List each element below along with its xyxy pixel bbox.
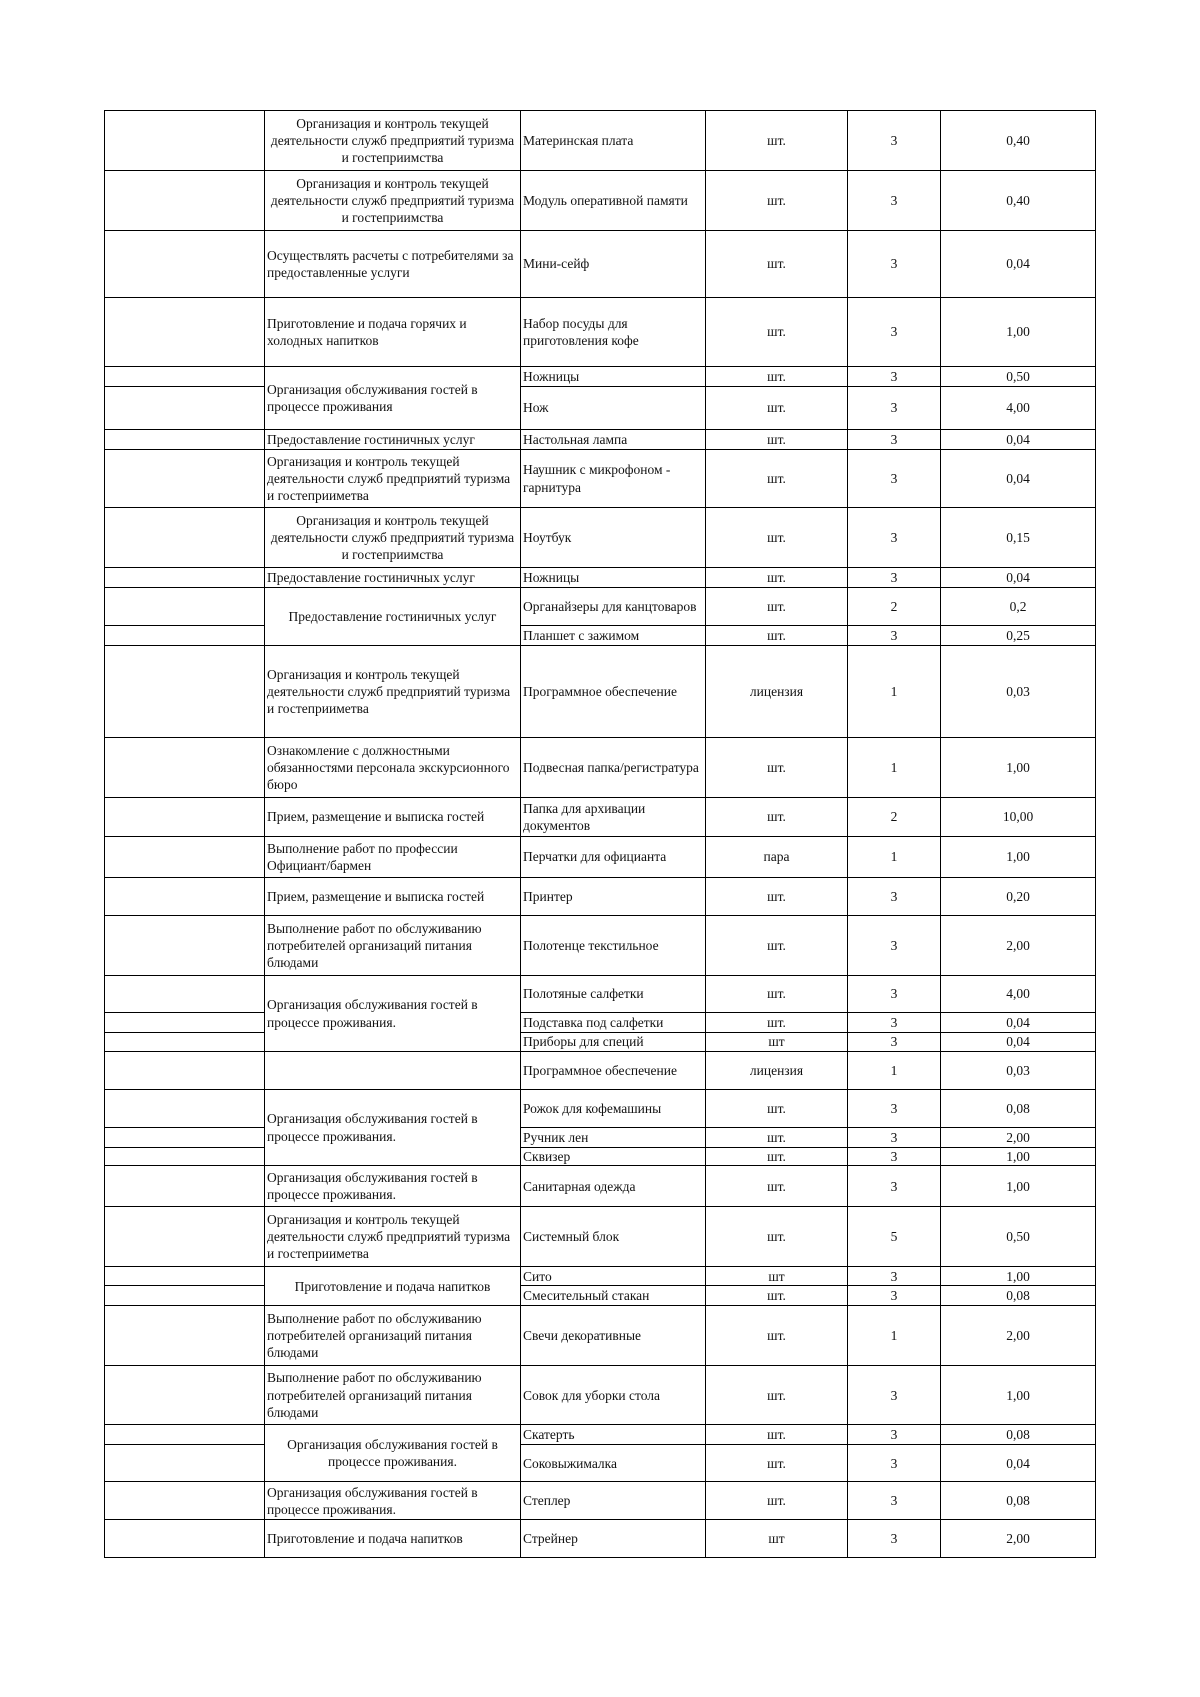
unit-cell: шт. (706, 1445, 848, 1482)
unit-cell: шт. (706, 976, 848, 1013)
unit-cell: шт (706, 1520, 848, 1558)
item-cell: Степлер (521, 1482, 706, 1520)
code-cell (105, 298, 265, 367)
activity-cell: Выполнение работ по обслуживанию потребителей организаций питания блюдами (265, 1366, 521, 1425)
table-row (105, 111, 1096, 171)
qty-cell: 1 (848, 837, 941, 878)
table-row (105, 508, 1096, 568)
norm-cell: 0,2 (941, 588, 1096, 626)
code-cell (105, 976, 265, 1013)
activity-cell: Предоставление гостиничных услуг (265, 588, 521, 646)
code-cell (105, 430, 265, 450)
unit-cell: шт. (706, 508, 848, 568)
unit-cell: шт. (706, 450, 848, 508)
item-cell: Скатерть (521, 1425, 706, 1445)
item-cell: Программное обеспечение (521, 646, 706, 738)
item-cell: Наушник с микрофоном - гарнитура (521, 450, 706, 508)
item-cell: Подвесная папка/регистратура (521, 738, 706, 798)
code-cell (105, 367, 265, 387)
unit-cell: пара (706, 837, 848, 878)
qty-cell: 3 (848, 231, 941, 298)
activity-cell: Прием, размещение и выписка гостей (265, 878, 521, 916)
qty-cell: 3 (848, 1148, 941, 1166)
unit-cell: шт. (706, 1366, 848, 1425)
item-cell: Системный блок (521, 1207, 706, 1267)
code-cell (105, 1148, 265, 1166)
unit-cell: шт. (706, 588, 848, 626)
item-cell: Стрейнер (521, 1520, 706, 1558)
code-cell (105, 1306, 265, 1366)
qty-cell: 2 (848, 798, 941, 837)
unit-cell: шт. (706, 738, 848, 798)
table-row (105, 1267, 1096, 1286)
unit-cell: шт. (706, 1166, 848, 1207)
table-row (105, 231, 1096, 298)
norm-cell: 0,04 (941, 430, 1096, 450)
unit-cell: шт. (706, 387, 848, 430)
item-cell: Сито (521, 1267, 706, 1286)
unit-cell: шт. (706, 430, 848, 450)
code-cell (105, 837, 265, 878)
code-cell (105, 508, 265, 568)
table-row (105, 1445, 1096, 1482)
equipment-table (104, 110, 1096, 1558)
activity-cell: Приготовление и подача напитков (265, 1520, 521, 1558)
norm-cell: 0,08 (941, 1090, 1096, 1128)
norm-cell: 4,00 (941, 387, 1096, 430)
norm-cell: 0,04 (941, 1445, 1096, 1482)
code-cell (105, 626, 265, 646)
qty-cell: 3 (848, 1033, 941, 1052)
code-cell (105, 646, 265, 738)
code-cell (105, 568, 265, 588)
unit-cell: шт. (706, 878, 848, 916)
code-cell (105, 1166, 265, 1207)
table-row (105, 430, 1096, 450)
item-cell: Перчатки для официанта (521, 837, 706, 878)
item-cell: Смесительный стакан (521, 1286, 706, 1306)
qty-cell: 3 (848, 171, 941, 231)
unit-cell: шт. (706, 798, 848, 837)
activity-cell: Приготовление и подача горячих и холодных напитков (265, 298, 521, 367)
item-cell: Подставка под салфетки (521, 1013, 706, 1033)
activity-cell: Организация обслуживания гостей в процессе проживания. (265, 976, 521, 1052)
norm-cell: 2,00 (941, 1306, 1096, 1366)
activity-cell: Предоставление гостиничных услуг (265, 568, 521, 588)
table-row (105, 1286, 1096, 1306)
qty-cell: 3 (848, 298, 941, 367)
item-cell: Модуль оперативной памяти (521, 171, 706, 231)
code-cell (105, 111, 265, 171)
norm-cell: 2,00 (941, 1520, 1096, 1558)
activity-cell: Организация обслуживания гостей в процессе проживания. (265, 1090, 521, 1166)
qty-cell: 3 (848, 1267, 941, 1286)
item-cell: Программное обеспечение (521, 1052, 706, 1090)
table-row (105, 387, 1096, 430)
code-cell (105, 1033, 265, 1052)
activity-cell (265, 1052, 521, 1090)
code-cell (105, 916, 265, 976)
table-row (105, 798, 1096, 837)
item-cell: Принтер (521, 878, 706, 916)
code-cell (105, 1445, 265, 1482)
table-row (105, 568, 1096, 588)
table-row (105, 588, 1096, 626)
unit-cell: шт. (706, 1148, 848, 1166)
activity-cell: Выполнение работ по обслуживанию потребителей организаций питания блюдами (265, 1306, 521, 1366)
table-row (105, 1128, 1096, 1148)
item-cell: Набор посуды для приготовления кофе (521, 298, 706, 367)
unit-cell: шт. (706, 1207, 848, 1267)
table-row (105, 1013, 1096, 1033)
table-row (105, 878, 1096, 916)
qty-cell: 3 (848, 1286, 941, 1306)
item-cell: Материнская плата (521, 111, 706, 171)
norm-cell: 0,03 (941, 1052, 1096, 1090)
qty-cell: 3 (848, 1128, 941, 1148)
qty-cell: 3 (848, 430, 941, 450)
norm-cell: 0,04 (941, 1033, 1096, 1052)
table-row (105, 738, 1096, 798)
unit-cell: шт. (706, 367, 848, 387)
unit-cell: шт. (706, 1286, 848, 1306)
table-row (105, 1306, 1096, 1366)
norm-cell: 2,00 (941, 916, 1096, 976)
item-cell: Свечи декоративные (521, 1306, 706, 1366)
table-row (105, 367, 1096, 387)
qty-cell: 3 (848, 450, 941, 508)
unit-cell: шт. (706, 1425, 848, 1445)
activity-cell: Организация обслуживания гостей в процессе проживания (265, 367, 521, 430)
item-cell: Органайзеры для канцтоваров (521, 588, 706, 626)
norm-cell: 1,00 (941, 738, 1096, 798)
activity-cell: Организация и контроль текущей деятельности служб предприятий туризма и гостеприиметва (265, 450, 521, 508)
table-row (105, 1425, 1096, 1445)
qty-cell: 3 (848, 111, 941, 171)
qty-cell: 5 (848, 1207, 941, 1267)
code-cell (105, 1482, 265, 1520)
item-cell: Сквизер (521, 1148, 706, 1166)
activity-cell: Организация и контроль текущей деятельности служб предприятий туризма и гостеприимства (265, 508, 521, 568)
code-cell (105, 798, 265, 837)
code-cell (105, 1013, 265, 1033)
code-cell (105, 1207, 265, 1267)
unit-cell: шт (706, 1267, 848, 1286)
table-row (105, 1033, 1096, 1052)
item-cell: Санитарная одежда (521, 1166, 706, 1207)
qty-cell: 3 (848, 1520, 941, 1558)
unit-cell: лицензия (706, 1052, 848, 1090)
unit-cell: шт. (706, 171, 848, 231)
qty-cell: 1 (848, 1052, 941, 1090)
qty-cell: 2 (848, 588, 941, 626)
norm-cell: 1,00 (941, 1267, 1096, 1286)
item-cell: Ножницы (521, 367, 706, 387)
code-cell (105, 231, 265, 298)
table-row (105, 298, 1096, 367)
item-cell: Мини-сейф (521, 231, 706, 298)
unit-cell: шт. (706, 568, 848, 588)
unit-cell: лицензия (706, 646, 848, 738)
table-row (105, 450, 1096, 508)
qty-cell: 1 (848, 646, 941, 738)
norm-cell: 0,04 (941, 231, 1096, 298)
qty-cell: 3 (848, 1013, 941, 1033)
activity-cell: Организация и контроль текущей деятельности служб предприятий туризма и гостеприимства (265, 171, 521, 231)
table-row (105, 916, 1096, 976)
norm-cell: 0,50 (941, 367, 1096, 387)
item-cell: Приборы для специй (521, 1033, 706, 1052)
activity-cell: Прием, размещение и выписка гостей (265, 798, 521, 837)
item-cell: Ножницы (521, 568, 706, 588)
norm-cell: 0,20 (941, 878, 1096, 916)
code-cell (105, 171, 265, 231)
code-cell (105, 1366, 265, 1425)
table-row (105, 646, 1096, 738)
qty-cell: 1 (848, 1306, 941, 1366)
code-cell (105, 738, 265, 798)
qty-cell: 3 (848, 1425, 941, 1445)
table-row (105, 171, 1096, 231)
activity-cell: Предоставление гостиничных услуг (265, 430, 521, 450)
norm-cell: 0,04 (941, 568, 1096, 588)
activity-cell: Ознакомление с должностными обязанностями персонала экскурсионного бюро (265, 738, 521, 798)
table-row (105, 1148, 1096, 1166)
norm-cell: 0,04 (941, 1013, 1096, 1033)
code-cell (105, 387, 265, 430)
unit-cell: шт. (706, 626, 848, 646)
item-cell: Ноутбук (521, 508, 706, 568)
unit-cell: шт. (706, 1013, 848, 1033)
item-cell: Рожок для кофемашины (521, 1090, 706, 1128)
norm-cell: 0,04 (941, 450, 1096, 508)
activity-cell: Организация обслуживания гостей в процессе проживания. (265, 1482, 521, 1520)
code-cell (105, 1286, 265, 1306)
code-cell (105, 1128, 265, 1148)
code-cell (105, 878, 265, 916)
unit-cell: шт. (706, 1128, 848, 1148)
item-cell: Полотяные салфетки (521, 976, 706, 1013)
qty-cell: 3 (848, 976, 941, 1013)
norm-cell: 1,00 (941, 1148, 1096, 1166)
table-row (105, 837, 1096, 878)
activity-cell: Выполнение работ по профессии Официант/бармен (265, 837, 521, 878)
table-row (105, 1090, 1096, 1128)
table-row (105, 1366, 1096, 1425)
qty-cell: 3 (848, 1166, 941, 1207)
norm-cell: 1,00 (941, 837, 1096, 878)
table-row (105, 1520, 1096, 1558)
table-row (105, 976, 1096, 1013)
norm-cell: 1,00 (941, 1366, 1096, 1425)
norm-cell: 0,50 (941, 1207, 1096, 1267)
item-cell: Нож (521, 387, 706, 430)
norm-cell: 0,08 (941, 1286, 1096, 1306)
code-cell (105, 450, 265, 508)
table-row (105, 1207, 1096, 1267)
unit-cell: шт. (706, 231, 848, 298)
activity-cell: Организация обслуживания гостей в процессе проживания. (265, 1425, 521, 1482)
norm-cell: 0,40 (941, 111, 1096, 171)
code-cell (105, 1267, 265, 1286)
qty-cell: 3 (848, 626, 941, 646)
item-cell: Настольная лампа (521, 430, 706, 450)
code-cell (105, 1090, 265, 1128)
activity-cell: Организация и контроль текущей деятельности служб предприятий туризма и гостеприимства (265, 111, 521, 171)
norm-cell: 1,00 (941, 1166, 1096, 1207)
norm-cell: 0,25 (941, 626, 1096, 646)
code-cell (105, 1425, 265, 1445)
table-row (105, 1482, 1096, 1520)
qty-cell: 3 (848, 508, 941, 568)
item-cell: Полотенце текстильное (521, 916, 706, 976)
qty-cell: 3 (848, 367, 941, 387)
activity-cell: Выполнение работ по обслуживанию потребителей организаций питания блюдами (265, 916, 521, 976)
qty-cell: 3 (848, 387, 941, 430)
item-cell: Ручник лен (521, 1128, 706, 1148)
norm-cell: 0,03 (941, 646, 1096, 738)
activity-cell: Организация обслуживания гостей в процессе проживания. (265, 1166, 521, 1207)
norm-cell: 2,00 (941, 1128, 1096, 1148)
norm-cell: 0,40 (941, 171, 1096, 231)
table-row (105, 1052, 1096, 1090)
norm-cell: 1,00 (941, 298, 1096, 367)
qty-cell: 3 (848, 1482, 941, 1520)
table-row (105, 1166, 1096, 1207)
qty-cell: 3 (848, 1366, 941, 1425)
activity-cell: Организация и контроль текущей деятельности служб предприятий туризма и гостеприиметва (265, 1207, 521, 1267)
item-cell: Совок для уборки стола (521, 1366, 706, 1425)
code-cell (105, 1052, 265, 1090)
unit-cell: шт. (706, 111, 848, 171)
unit-cell: шт. (706, 1482, 848, 1520)
item-cell: Папка для архивации документов (521, 798, 706, 837)
qty-cell: 3 (848, 1445, 941, 1482)
norm-cell: 0,08 (941, 1482, 1096, 1520)
activity-cell: Осуществлять расчеты с потребителями за предоставленные услуги (265, 231, 521, 298)
qty-cell: 3 (848, 916, 941, 976)
norm-cell: 10,00 (941, 798, 1096, 837)
unit-cell: шт. (706, 298, 848, 367)
item-cell: Соковыжималка (521, 1445, 706, 1482)
qty-cell: 1 (848, 738, 941, 798)
qty-cell: 3 (848, 568, 941, 588)
qty-cell: 3 (848, 878, 941, 916)
norm-cell: 4,00 (941, 976, 1096, 1013)
code-cell (105, 1520, 265, 1558)
activity-cell: Приготовление и подача напитков (265, 1267, 521, 1306)
code-cell (105, 588, 265, 626)
unit-cell: шт. (706, 916, 848, 976)
qty-cell: 3 (848, 1090, 941, 1128)
item-cell: Планшет с зажимом (521, 626, 706, 646)
activity-cell: Организация и контроль текущей деятельности служб предприятий туризма и гостеприиметва (265, 646, 521, 738)
unit-cell: шт. (706, 1306, 848, 1366)
unit-cell: шт (706, 1033, 848, 1052)
norm-cell: 0,15 (941, 508, 1096, 568)
table-row (105, 626, 1096, 646)
norm-cell: 0,08 (941, 1425, 1096, 1445)
unit-cell: шт. (706, 1090, 848, 1128)
